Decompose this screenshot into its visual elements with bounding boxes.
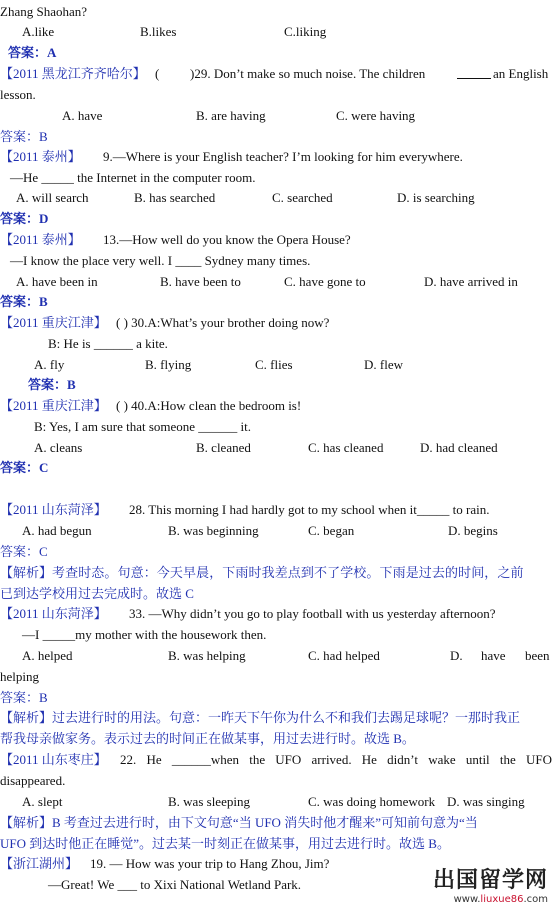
question-19-line: 【浙江湖州】 19. — How was your trip to Hang Zhou, Jim?	[0, 853, 554, 874]
option-b: B. was beginning	[168, 523, 259, 538]
option-a: A. will search	[16, 190, 89, 205]
analysis-line: 【解析】 过去进行时的用法。句意：一昨天下午你为什么不和我们去踢足球呢？一那时我正	[0, 707, 554, 728]
options-line	[0, 105, 554, 126]
option-b: B. was sleeping	[168, 794, 250, 809]
question-29-line2: lesson.	[0, 87, 36, 102]
option-d: D. was singing	[447, 794, 525, 809]
question-13-line: 【2011 泰州】 13.—How well do you know the Opera House?	[0, 229, 554, 250]
analysis-line: UFO 到达时他正在睡觉”。过去某一时刻正在做某事，用过去进行时。故选 B。	[0, 836, 450, 851]
answer-line: 答案：D	[0, 211, 49, 226]
answer-line: 答案：B	[28, 377, 76, 392]
option-b: B. was helping	[168, 648, 246, 663]
option-b: B. has searched	[134, 190, 216, 205]
option-a: A.like	[22, 24, 55, 39]
source-label: 【2011 重庆江津】	[0, 315, 107, 330]
option-b: B.likes	[140, 24, 177, 39]
option-a: A. have been in	[16, 274, 98, 289]
question-19-line2: —Great! We ___ to Xixi National Wetland Park.	[48, 877, 302, 892]
source-label: 【2011 山东菏泽】	[0, 606, 107, 621]
question-40-line: 【2011 重庆江津】 ( ) 40.A:How clean the bedroom is!	[0, 395, 554, 416]
option-c: C. has cleaned	[308, 440, 384, 455]
option-a: A. slept	[22, 794, 63, 809]
answer-line: 答案：B	[0, 294, 48, 309]
option-a: A. cleans	[34, 440, 83, 455]
site-watermark-logo	[398, 869, 548, 909]
analysis-label: 【解析】	[0, 710, 53, 725]
options-line	[0, 21, 554, 42]
question-33-line4: helping	[0, 669, 39, 684]
question-13-line2: —I know the place very well. I ____ Sydney many times.	[10, 253, 311, 268]
answer-line: 答案：C	[0, 460, 49, 475]
options-line	[0, 791, 554, 812]
analysis-label: 【解析】	[0, 565, 53, 580]
option-b: B. cleaned	[196, 440, 251, 455]
answer-line: 答案：B	[0, 690, 48, 705]
option-c: C. had helped	[308, 648, 380, 663]
answer-line: 答案：A	[8, 45, 57, 60]
option-c: C. was doing homework	[308, 794, 436, 809]
options-line	[0, 520, 554, 541]
options-line	[0, 354, 554, 375]
question-9-line2: —He _____ the Internet in the computer room.	[10, 170, 256, 185]
watermark-title: 出国留学网	[432, 868, 548, 893]
option-a: A. have	[62, 108, 103, 123]
source-label: 【2011 山东菏泽】	[0, 502, 107, 517]
option-c: C. began	[308, 523, 355, 538]
question-40-line2: B: Yes, I am sure that someone ______ it.	[34, 419, 252, 434]
source-label: 【浙江湖州】	[0, 856, 79, 871]
question-22-line2: disappeared.	[0, 773, 66, 788]
option-d: D. flew	[364, 357, 403, 372]
source-label: 【2011 泰州】	[0, 232, 81, 247]
question-30-line2: B: He is ______ a kite.	[48, 336, 168, 351]
option-b: B. are having	[196, 108, 266, 123]
options-line	[0, 437, 554, 458]
option-b: B. have been to	[160, 274, 241, 289]
analysis-line: 帮我母亲做家务。表示过去的时间正在做某事，用过去进行时。故选 B。	[0, 731, 415, 746]
question-9-line: 【2011 泰州】 9.—Where is your English teacher? I’m looking for him everywhere.	[0, 146, 554, 167]
option-a: A. fly	[34, 357, 65, 372]
options-line: A. helped B. was helping C. had helped D. have been	[0, 645, 554, 666]
analysis-label: 【解析】	[0, 815, 53, 830]
options-line	[0, 187, 554, 208]
option-b: B. flying	[145, 357, 192, 372]
analysis-line: 【解析】 考查时态。句意：今天早晨，下雨时我差点到不了学校。下雨是过去的时间，之前	[0, 562, 554, 583]
question-tail-line: Zhang Shaohan?	[0, 4, 88, 19]
question-33-line2: —I _____my mother with the housework then.	[22, 627, 267, 642]
source-label: 【2011 泰州】	[0, 149, 81, 164]
answer-line: 答案：B	[0, 129, 48, 144]
watermark-url: www.liuxue86.com	[453, 894, 548, 905]
answer-line: 答案：C	[0, 544, 48, 559]
option-c: C. were having	[336, 108, 416, 123]
option-c: C.liking	[284, 24, 327, 39]
analysis-line: 已到达学校用过去完成时。故选 C	[0, 586, 194, 601]
question-33-line: 【2011 山东菏泽】 33. —Why didn’t you go to play football with us yesterday afternoon?	[0, 603, 554, 624]
source-label: 【2011 黑龙江齐齐哈尔】	[0, 66, 146, 81]
blank-line	[457, 78, 491, 79]
option-d: D.	[450, 648, 463, 663]
question-30-line: 【2011 重庆江津】 ( ) 30.A:What’s your brother doing now?	[0, 312, 554, 333]
option-c: C. have gone to	[284, 274, 366, 289]
option-d: D. begins	[448, 523, 498, 538]
options-line	[0, 271, 554, 292]
option-d: D. is searching	[397, 190, 475, 205]
question-22-line: 【2011 山东枣庄】 22. He ______when the UFO arrived. He didn’t wake until the UFO	[0, 749, 554, 770]
source-label: 【2011 重庆江津】	[0, 398, 107, 413]
option-d: D. had cleaned	[420, 440, 498, 455]
question-29-line: 【2011 黑龙江齐齐哈尔】 ( )29. Don’t make so much noise. The children an English	[0, 63, 554, 84]
analysis-line: 【解析】 B 考查过去进行时，由下文句意“当 UFO 消失时他才醒来”可知前句意为“当	[0, 812, 554, 833]
option-d: D. have arrived in	[424, 274, 518, 289]
source-label: 【2011 山东枣庄】	[0, 752, 107, 767]
question-28-line: 【2011 山东菏泽】 28. This morning I had hardly got to my school when it_____ to rain.	[0, 499, 554, 520]
option-c: C. flies	[255, 357, 293, 372]
option-c: C. searched	[272, 190, 333, 205]
option-a: A. helped	[22, 648, 73, 663]
option-a: A. had begun	[22, 523, 92, 538]
